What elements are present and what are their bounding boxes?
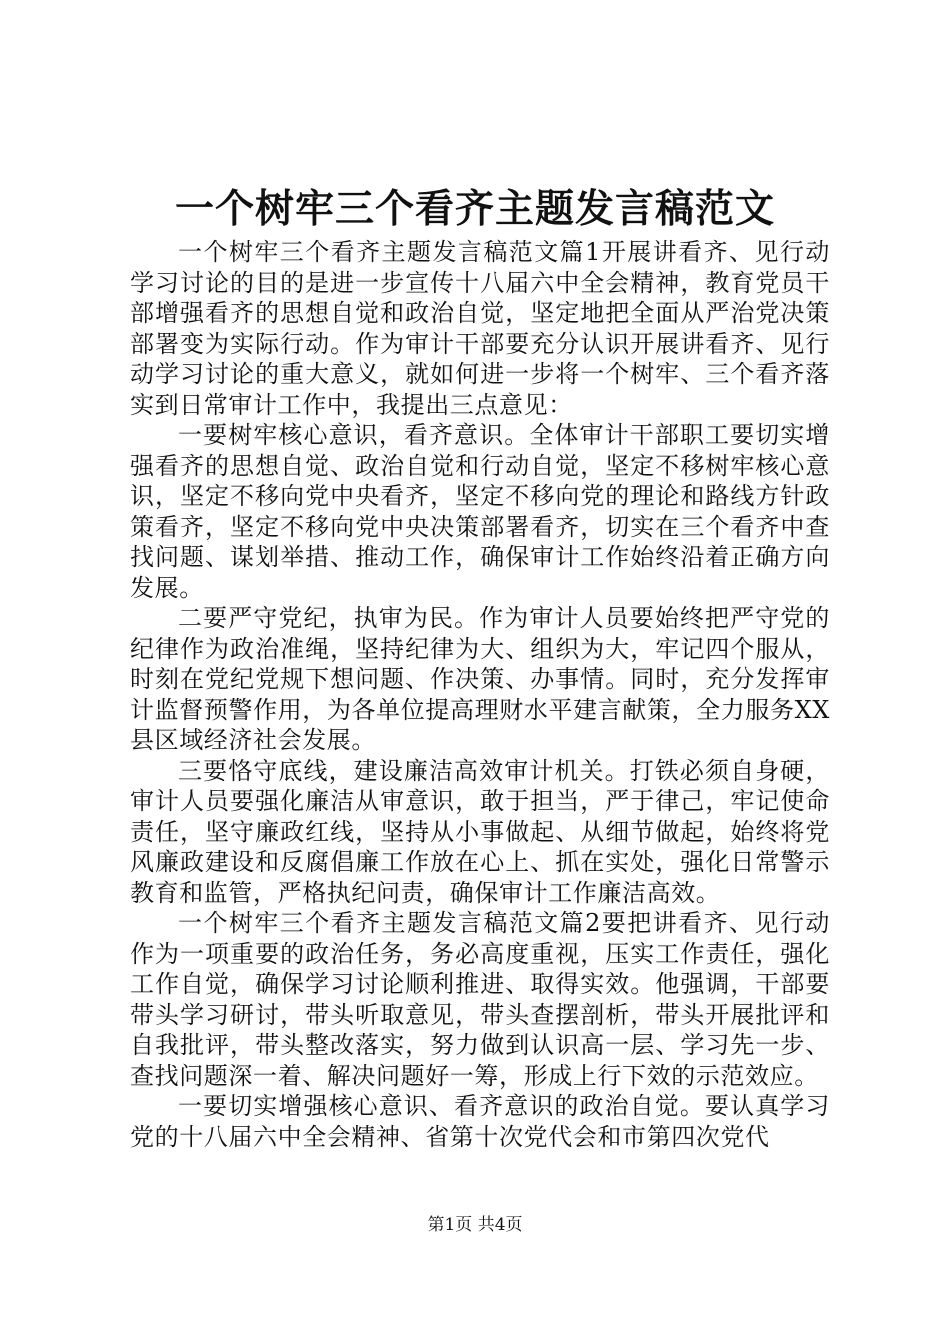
paragraph: 一个树牢三个看齐主题发言稿范文篇2要把讲看齐、见行动作为一项重要的政治任务，务必高度重视，压实工作责任，强化工作自觉，确保学习讨论顺利推进、取得实效。他强调，干部要带头学习研讨，带头听取意见，带头查摆剖析，带头开展批评和自我批评，带头整改落实，努力做到认识高一层、学习先一步、查找问题深一着、解决问题好一筹，形成上行下效的示范效应。 — [130, 909, 830, 1090]
document-body — [130, 237, 830, 1152]
document-title: 一个树牢三个看齐主题发言稿范文 — [174, 186, 775, 232]
paragraph: 二要严守党纪，执审为民。作为审计人员要始终把严守党的纪律作为政治准绳，坚持纪律为大、组织为大，牢记四个服从，时刻在党纪党规下想问题、作决策、办事情。同时，充分发挥审计监督预警作用，为各单位提高理财水平建言献策，全力服务XX县区域经济社会发展。 — [130, 604, 830, 754]
paragraph: 一个树牢三个看齐主题发言稿范文篇1开展讲看齐、见行动学习讨论的目的是进一步宣传十八届六中全会精神，教育党员干部增强看齐的思想自觉和政治自觉，坚定地把全面从严治党决策部署变为实际行动。作为审计干部要充分认识开展讲看齐、见行动学习讨论的重大意义，就如何进一步将一个树牢、三个看齐落实到日常审计工作中，我提出三点意见： — [130, 238, 830, 419]
paragraph: 一要树牢核心意识，看齐意识。全体审计干部职工要切实增强看齐的思想自觉、政治自觉和行动自觉，坚定不移树牢核心意识，坚定不移向党中央看齐，坚定不移向党的理论和路线方针政策看齐，坚定不移向党中央决策部署看齐，切实在三个看齐中查找问题、谋划举措、推动工作，确保审计工作始终沿着正确方向发展。 — [130, 421, 830, 602]
paragraph: 三要恪守底线，建设廉洁高效审计机关。打铁必须自身硬，审计人员要强化廉洁从审意识，敢于担当，严于律己，牢记使命责任，坚守廉政红线，坚持从小事做起、从细节做起，始终将党风廉政建设和反腐倡廉工作放在心上、抓在实处，强化日常警示教育和监管，严格执纪问责，确保审计工作廉洁高效。 — [130, 756, 830, 907]
page-indicator: 第1页 共4页 — [427, 1215, 523, 1235]
paragraph: 一要切实增强核心意识、看齐意识的政治自觉。要认真学习党的十八届六中全会精神、省第十次党代会和市第四次党代 — [130, 1092, 830, 1151]
